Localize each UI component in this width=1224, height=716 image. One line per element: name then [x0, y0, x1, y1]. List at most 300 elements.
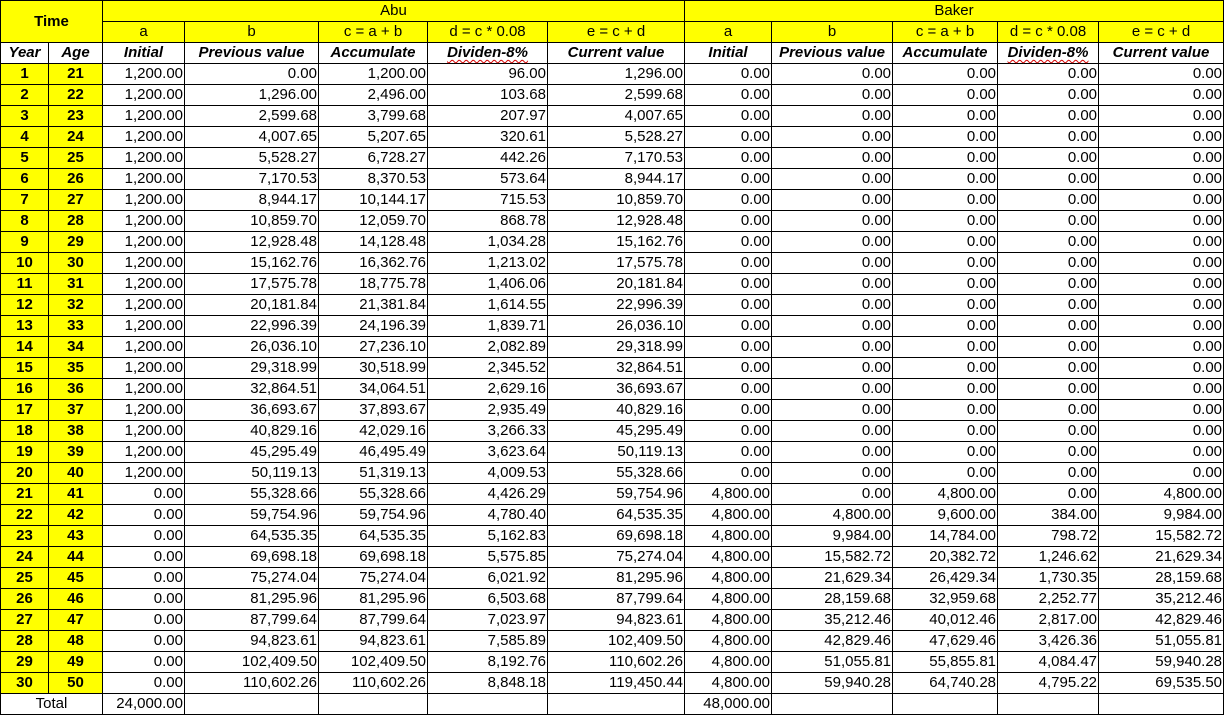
abu-accumulate-cell[interactable]: 81,295.96 — [319, 589, 428, 610]
age-cell[interactable]: 48 — [49, 631, 103, 652]
baker-initial-cell[interactable]: 0.00 — [685, 190, 772, 211]
abu-initial-cell[interactable]: 0.00 — [103, 610, 185, 631]
year-cell[interactable]: 16 — [1, 379, 49, 400]
baker-initial-cell[interactable]: 0.00 — [685, 274, 772, 295]
abu-accumulate-cell[interactable]: 75,274.04 — [319, 568, 428, 589]
baker-current-cell[interactable]: 69,535.50 — [1099, 673, 1224, 694]
abu-accumulate-cell[interactable]: 21,381.84 — [319, 295, 428, 316]
baker-current-cell[interactable]: 0.00 — [1099, 148, 1224, 169]
abu-initial-cell[interactable]: 1,200.00 — [103, 421, 185, 442]
abu-previous-cell[interactable]: 20,181.84 — [185, 295, 319, 316]
baker-current-cell[interactable]: 0.00 — [1099, 337, 1224, 358]
abu-current-cell[interactable]: 29,318.99 — [548, 337, 685, 358]
baker-initial-cell[interactable]: 4,800.00 — [685, 526, 772, 547]
baker-dividen-cell[interactable]: 0.00 — [998, 463, 1099, 484]
abu-accumulate-cell[interactable]: 8,370.53 — [319, 169, 428, 190]
abu-initial-cell[interactable]: 1,200.00 — [103, 379, 185, 400]
abu-accumulate-cell[interactable]: 37,893.67 — [319, 400, 428, 421]
age-cell[interactable]: 47 — [49, 610, 103, 631]
baker-initial-cell[interactable]: 0.00 — [685, 295, 772, 316]
baker-dividen-cell[interactable]: 0.00 — [998, 442, 1099, 463]
baker-initial-cell[interactable]: 0.00 — [685, 421, 772, 442]
year-header[interactable]: Year — [1, 43, 49, 64]
abu-current-cell[interactable]: 45,295.49 — [548, 421, 685, 442]
baker-current-cell[interactable]: 0.00 — [1099, 253, 1224, 274]
abu-dividen-cell[interactable]: 6,021.92 — [428, 568, 548, 589]
baker-accumulate-cell[interactable]: 0.00 — [893, 127, 998, 148]
baker-accumulate-cell[interactable]: 0.00 — [893, 316, 998, 337]
baker-accumulate-cell[interactable]: 0.00 — [893, 463, 998, 484]
abu-accumulate-cell[interactable]: 2,496.00 — [319, 85, 428, 106]
abu-current-cell[interactable]: 81,295.96 — [548, 568, 685, 589]
baker-dividen-cell[interactable]: 1,246.62 — [998, 547, 1099, 568]
baker-accumulate-cell[interactable]: 14,784.00 — [893, 526, 998, 547]
group-header-baker[interactable]: Baker — [685, 1, 1224, 22]
baker-initial-cell[interactable]: 0.00 — [685, 211, 772, 232]
abu-current-cell[interactable]: 5,528.27 — [548, 127, 685, 148]
year-cell[interactable]: 25 — [1, 568, 49, 589]
abu-initial-cell[interactable]: 1,200.00 — [103, 442, 185, 463]
abu-initial-cell[interactable]: 0.00 — [103, 484, 185, 505]
abu-previous-cell[interactable]: 12,928.48 — [185, 232, 319, 253]
abu-accumulate-cell[interactable]: 14,128.48 — [319, 232, 428, 253]
year-cell[interactable]: 28 — [1, 631, 49, 652]
abu-previous-cell[interactable]: 26,036.10 — [185, 337, 319, 358]
empty-cell[interactable] — [1099, 694, 1224, 715]
baker-current-cell[interactable]: 9,984.00 — [1099, 505, 1224, 526]
year-cell[interactable]: 27 — [1, 610, 49, 631]
empty-cell[interactable] — [772, 694, 893, 715]
year-cell[interactable]: 7 — [1, 190, 49, 211]
baker-current-cell[interactable]: 0.00 — [1099, 421, 1224, 442]
baker-initial-cell[interactable]: 0.00 — [685, 442, 772, 463]
baker-dividen-cell[interactable]: 0.00 — [998, 232, 1099, 253]
age-cell[interactable]: 26 — [49, 169, 103, 190]
empty-cell[interactable] — [998, 694, 1099, 715]
abu-formula-b[interactable]: b — [185, 22, 319, 43]
abu-initial-cell[interactable]: 0.00 — [103, 673, 185, 694]
abu-dividen-cell[interactable]: 715.53 — [428, 190, 548, 211]
abu-current-cell[interactable]: 8,944.17 — [548, 169, 685, 190]
baker-initial-cell[interactable]: 4,800.00 — [685, 589, 772, 610]
baker-current-cell[interactable]: 0.00 — [1099, 169, 1224, 190]
baker-current-cell[interactable]: 0.00 — [1099, 358, 1224, 379]
abu-previous-cell[interactable]: 55,328.66 — [185, 484, 319, 505]
baker-previous-cell[interactable]: 0.00 — [772, 127, 893, 148]
age-cell[interactable]: 28 — [49, 211, 103, 232]
abu-dividen-cell[interactable]: 1,213.02 — [428, 253, 548, 274]
abu-dividen-cell[interactable]: 4,009.53 — [428, 463, 548, 484]
baker-formula-c[interactable]: c = a + b — [893, 22, 998, 43]
baker-accumulate-cell[interactable]: 0.00 — [893, 148, 998, 169]
baker-accumulate-cell[interactable]: 0.00 — [893, 442, 998, 463]
abu-initial-cell[interactable]: 1,200.00 — [103, 253, 185, 274]
abu-accumulate-cell[interactable]: 30,518.99 — [319, 358, 428, 379]
time-header-cell[interactable]: Time — [1, 1, 103, 43]
baker-initial-cell[interactable]: 0.00 — [685, 169, 772, 190]
baker-initial-cell[interactable]: 4,800.00 — [685, 652, 772, 673]
age-cell[interactable]: 46 — [49, 589, 103, 610]
abu-accumulate-cell[interactable]: 87,799.64 — [319, 610, 428, 631]
age-cell[interactable]: 38 — [49, 421, 103, 442]
baker-previous-cell[interactable]: 15,582.72 — [772, 547, 893, 568]
abu-initial-cell[interactable]: 0.00 — [103, 589, 185, 610]
baker-current-cell[interactable]: 59,940.28 — [1099, 652, 1224, 673]
baker-accumulate-cell[interactable]: 0.00 — [893, 64, 998, 85]
baker-dividen-cell[interactable]: 0.00 — [998, 169, 1099, 190]
abu-previous-cell[interactable]: 40,829.16 — [185, 421, 319, 442]
baker-col-accumulate[interactable]: Accumulate — [893, 43, 998, 64]
baker-accumulate-cell[interactable]: 0.00 — [893, 274, 998, 295]
empty-cell[interactable] — [428, 694, 548, 715]
abu-previous-cell[interactable]: 102,409.50 — [185, 652, 319, 673]
abu-previous-cell[interactable]: 5,528.27 — [185, 148, 319, 169]
age-cell[interactable]: 39 — [49, 442, 103, 463]
abu-dividen-cell[interactable]: 8,848.18 — [428, 673, 548, 694]
baker-initial-cell[interactable]: 0.00 — [685, 316, 772, 337]
baker-previous-cell[interactable]: 0.00 — [772, 463, 893, 484]
baker-previous-cell[interactable]: 0.00 — [772, 106, 893, 127]
baker-initial-cell[interactable]: 4,800.00 — [685, 610, 772, 631]
abu-previous-cell[interactable]: 45,295.49 — [185, 442, 319, 463]
baker-dividen-cell[interactable]: 4,795.22 — [998, 673, 1099, 694]
abu-col-current[interactable]: Current value — [548, 43, 685, 64]
baker-initial-cell[interactable]: 0.00 — [685, 127, 772, 148]
age-cell[interactable]: 50 — [49, 673, 103, 694]
abu-previous-cell[interactable]: 8,944.17 — [185, 190, 319, 211]
abu-accumulate-cell[interactable]: 1,200.00 — [319, 64, 428, 85]
abu-initial-cell[interactable]: 1,200.00 — [103, 106, 185, 127]
baker-accumulate-cell[interactable]: 4,800.00 — [893, 484, 998, 505]
abu-previous-cell[interactable]: 50,119.13 — [185, 463, 319, 484]
abu-dividen-cell[interactable]: 2,935.49 — [428, 400, 548, 421]
abu-initial-cell[interactable]: 1,200.00 — [103, 148, 185, 169]
abu-initial-cell[interactable]: 1,200.00 — [103, 64, 185, 85]
baker-current-cell[interactable]: 0.00 — [1099, 127, 1224, 148]
abu-accumulate-cell[interactable]: 94,823.61 — [319, 631, 428, 652]
year-cell[interactable]: 6 — [1, 169, 49, 190]
abu-dividen-cell[interactable]: 2,082.89 — [428, 337, 548, 358]
abu-previous-cell[interactable]: 2,599.68 — [185, 106, 319, 127]
baker-current-cell[interactable]: 21,629.34 — [1099, 547, 1224, 568]
baker-dividen-cell[interactable]: 0.00 — [998, 148, 1099, 169]
empty-cell[interactable] — [893, 694, 998, 715]
baker-accumulate-cell[interactable]: 64,740.28 — [893, 673, 998, 694]
abu-initial-cell[interactable]: 1,200.00 — [103, 400, 185, 421]
age-cell[interactable]: 37 — [49, 400, 103, 421]
baker-initial-cell[interactable]: 4,800.00 — [685, 505, 772, 526]
baker-dividen-cell[interactable]: 0.00 — [998, 85, 1099, 106]
year-cell[interactable]: 1 — [1, 64, 49, 85]
baker-previous-cell[interactable]: 0.00 — [772, 274, 893, 295]
age-cell[interactable]: 33 — [49, 316, 103, 337]
baker-accumulate-cell[interactable]: 9,600.00 — [893, 505, 998, 526]
abu-initial-cell[interactable]: 1,200.00 — [103, 232, 185, 253]
abu-accumulate-cell[interactable]: 18,775.78 — [319, 274, 428, 295]
abu-current-cell[interactable]: 55,328.66 — [548, 463, 685, 484]
age-cell[interactable]: 22 — [49, 85, 103, 106]
baker-previous-cell[interactable]: 35,212.46 — [772, 610, 893, 631]
age-cell[interactable]: 25 — [49, 148, 103, 169]
baker-current-cell[interactable]: 51,055.81 — [1099, 631, 1224, 652]
age-cell[interactable]: 36 — [49, 379, 103, 400]
abu-current-cell[interactable]: 20,181.84 — [548, 274, 685, 295]
abu-initial-cell[interactable]: 1,200.00 — [103, 274, 185, 295]
abu-current-cell[interactable]: 26,036.10 — [548, 316, 685, 337]
abu-col-previous[interactable]: Previous value — [185, 43, 319, 64]
baker-accumulate-cell[interactable]: 20,382.72 — [893, 547, 998, 568]
baker-dividen-cell[interactable]: 0.00 — [998, 190, 1099, 211]
baker-previous-cell[interactable]: 42,829.46 — [772, 631, 893, 652]
baker-current-cell[interactable]: 35,212.46 — [1099, 589, 1224, 610]
age-cell[interactable]: 30 — [49, 253, 103, 274]
empty-cell[interactable] — [185, 694, 319, 715]
abu-accumulate-cell[interactable]: 16,362.76 — [319, 253, 428, 274]
baker-dividen-cell[interactable]: 0.00 — [998, 253, 1099, 274]
age-cell[interactable]: 49 — [49, 652, 103, 673]
baker-formula-d[interactable]: d = c * 0.08 — [998, 22, 1099, 43]
baker-formula-a[interactable]: a — [685, 22, 772, 43]
abu-initial-cell[interactable]: 1,200.00 — [103, 169, 185, 190]
baker-accumulate-cell[interactable]: 0.00 — [893, 169, 998, 190]
abu-current-cell[interactable]: 94,823.61 — [548, 610, 685, 631]
abu-previous-cell[interactable]: 0.00 — [185, 64, 319, 85]
abu-col-initial[interactable]: Initial — [103, 43, 185, 64]
baker-initial-cell[interactable]: 0.00 — [685, 232, 772, 253]
year-cell[interactable]: 3 — [1, 106, 49, 127]
age-cell[interactable]: 41 — [49, 484, 103, 505]
abu-initial-cell[interactable]: 1,200.00 — [103, 190, 185, 211]
baker-dividen-cell[interactable]: 4,084.47 — [998, 652, 1099, 673]
abu-total-initial[interactable]: 24,000.00 — [103, 694, 185, 715]
baker-formula-b[interactable]: b — [772, 22, 893, 43]
abu-dividen-cell[interactable]: 868.78 — [428, 211, 548, 232]
abu-accumulate-cell[interactable]: 69,698.18 — [319, 547, 428, 568]
abu-accumulate-cell[interactable]: 27,236.10 — [319, 337, 428, 358]
baker-initial-cell[interactable]: 4,800.00 — [685, 673, 772, 694]
year-cell[interactable]: 5 — [1, 148, 49, 169]
baker-previous-cell[interactable]: 0.00 — [772, 232, 893, 253]
baker-dividen-cell[interactable]: 0.00 — [998, 337, 1099, 358]
year-cell[interactable]: 17 — [1, 400, 49, 421]
abu-accumulate-cell[interactable]: 10,144.17 — [319, 190, 428, 211]
abu-initial-cell[interactable]: 1,200.00 — [103, 295, 185, 316]
abu-previous-cell[interactable]: 59,754.96 — [185, 505, 319, 526]
age-cell[interactable]: 45 — [49, 568, 103, 589]
baker-previous-cell[interactable]: 0.00 — [772, 358, 893, 379]
year-cell[interactable]: 2 — [1, 85, 49, 106]
abu-initial-cell[interactable]: 0.00 — [103, 547, 185, 568]
baker-initial-cell[interactable]: 0.00 — [685, 148, 772, 169]
abu-current-cell[interactable]: 40,829.16 — [548, 400, 685, 421]
baker-previous-cell[interactable]: 0.00 — [772, 379, 893, 400]
abu-current-cell[interactable]: 64,535.35 — [548, 505, 685, 526]
abu-dividen-cell[interactable]: 1,034.28 — [428, 232, 548, 253]
abu-initial-cell[interactable]: 1,200.00 — [103, 211, 185, 232]
abu-formula-a[interactable]: a — [103, 22, 185, 43]
abu-initial-cell[interactable]: 1,200.00 — [103, 85, 185, 106]
baker-dividen-cell[interactable]: 0.00 — [998, 127, 1099, 148]
abu-accumulate-cell[interactable]: 3,799.68 — [319, 106, 428, 127]
year-cell[interactable]: 8 — [1, 211, 49, 232]
abu-dividen-cell[interactable]: 5,162.83 — [428, 526, 548, 547]
baker-initial-cell[interactable]: 0.00 — [685, 379, 772, 400]
baker-current-cell[interactable]: 15,582.72 — [1099, 526, 1224, 547]
baker-current-cell[interactable]: 0.00 — [1099, 463, 1224, 484]
baker-initial-cell[interactable]: 0.00 — [685, 85, 772, 106]
baker-previous-cell[interactable]: 28,159.68 — [772, 589, 893, 610]
baker-initial-cell[interactable]: 0.00 — [685, 337, 772, 358]
abu-initial-cell[interactable]: 0.00 — [103, 526, 185, 547]
age-cell[interactable]: 29 — [49, 232, 103, 253]
abu-dividen-cell[interactable]: 1,614.55 — [428, 295, 548, 316]
abu-col-dividen[interactable] — [428, 43, 548, 64]
baker-dividen-cell[interactable]: 2,252.77 — [998, 589, 1099, 610]
abu-previous-cell[interactable]: 10,859.70 — [185, 211, 319, 232]
baker-previous-cell[interactable]: 0.00 — [772, 211, 893, 232]
year-cell[interactable]: 22 — [1, 505, 49, 526]
abu-accumulate-cell[interactable]: 12,059.70 — [319, 211, 428, 232]
age-cell[interactable]: 21 — [49, 64, 103, 85]
abu-current-cell[interactable]: 22,996.39 — [548, 295, 685, 316]
abu-current-cell[interactable]: 1,296.00 — [548, 64, 685, 85]
baker-dividen-cell[interactable]: 798.72 — [998, 526, 1099, 547]
abu-dividen-cell[interactable]: 4,426.29 — [428, 484, 548, 505]
abu-accumulate-cell[interactable]: 5,207.65 — [319, 127, 428, 148]
baker-accumulate-cell[interactable]: 0.00 — [893, 253, 998, 274]
age-cell[interactable]: 32 — [49, 295, 103, 316]
abu-previous-cell[interactable]: 1,296.00 — [185, 85, 319, 106]
baker-col-current[interactable]: Current value — [1099, 43, 1224, 64]
baker-initial-cell[interactable]: 0.00 — [685, 64, 772, 85]
baker-dividen-cell[interactable]: 1,730.35 — [998, 568, 1099, 589]
baker-dividen-cell[interactable]: 3,426.36 — [998, 631, 1099, 652]
year-cell[interactable]: 4 — [1, 127, 49, 148]
abu-dividen-cell[interactable]: 103.68 — [428, 85, 548, 106]
abu-current-cell[interactable]: 50,119.13 — [548, 442, 685, 463]
baker-accumulate-cell[interactable]: 0.00 — [893, 85, 998, 106]
baker-accumulate-cell[interactable]: 0.00 — [893, 421, 998, 442]
year-cell[interactable]: 24 — [1, 547, 49, 568]
abu-initial-cell[interactable]: 1,200.00 — [103, 463, 185, 484]
baker-accumulate-cell[interactable]: 0.00 — [893, 232, 998, 253]
abu-dividen-cell[interactable]: 4,780.40 — [428, 505, 548, 526]
year-cell[interactable]: 26 — [1, 589, 49, 610]
abu-dividen-cell[interactable]: 1,406.06 — [428, 274, 548, 295]
empty-cell[interactable] — [319, 694, 428, 715]
baker-current-cell[interactable]: 28,159.68 — [1099, 568, 1224, 589]
age-cell[interactable]: 42 — [49, 505, 103, 526]
abu-dividen-cell[interactable]: 5,575.85 — [428, 547, 548, 568]
year-cell[interactable]: 19 — [1, 442, 49, 463]
age-cell[interactable]: 31 — [49, 274, 103, 295]
abu-previous-cell[interactable]: 87,799.64 — [185, 610, 319, 631]
abu-previous-cell[interactable]: 15,162.76 — [185, 253, 319, 274]
year-cell[interactable]: 29 — [1, 652, 49, 673]
year-cell[interactable]: 13 — [1, 316, 49, 337]
baker-dividen-cell[interactable]: 0.00 — [998, 379, 1099, 400]
abu-previous-cell[interactable]: 110,602.26 — [185, 673, 319, 694]
abu-current-cell[interactable]: 59,754.96 — [548, 484, 685, 505]
baker-accumulate-cell[interactable]: 0.00 — [893, 190, 998, 211]
age-cell[interactable]: 35 — [49, 358, 103, 379]
abu-current-cell[interactable]: 119,450.44 — [548, 673, 685, 694]
year-cell[interactable]: 18 — [1, 421, 49, 442]
age-cell[interactable]: 23 — [49, 106, 103, 127]
abu-current-cell[interactable]: 87,799.64 — [548, 589, 685, 610]
baker-current-cell[interactable]: 0.00 — [1099, 211, 1224, 232]
abu-previous-cell[interactable]: 4,007.65 — [185, 127, 319, 148]
baker-previous-cell[interactable]: 0.00 — [772, 316, 893, 337]
baker-dividen-cell[interactable]: 2,817.00 — [998, 610, 1099, 631]
baker-initial-cell[interactable]: 4,800.00 — [685, 547, 772, 568]
abu-dividen-cell[interactable]: 3,623.64 — [428, 442, 548, 463]
baker-current-cell[interactable]: 0.00 — [1099, 295, 1224, 316]
abu-current-cell[interactable]: 15,162.76 — [548, 232, 685, 253]
abu-col-accumulate[interactable]: Accumulate — [319, 43, 428, 64]
abu-accumulate-cell[interactable]: 6,728.27 — [319, 148, 428, 169]
abu-initial-cell[interactable]: 1,200.00 — [103, 337, 185, 358]
abu-dividen-cell[interactable]: 3,266.33 — [428, 421, 548, 442]
abu-dividen-cell[interactable]: 1,839.71 — [428, 316, 548, 337]
abu-accumulate-cell[interactable]: 34,064.51 — [319, 379, 428, 400]
year-cell[interactable]: 9 — [1, 232, 49, 253]
abu-current-cell[interactable]: 110,602.26 — [548, 652, 685, 673]
baker-previous-cell[interactable]: 9,984.00 — [772, 526, 893, 547]
baker-accumulate-cell[interactable]: 40,012.46 — [893, 610, 998, 631]
abu-previous-cell[interactable]: 36,693.67 — [185, 400, 319, 421]
baker-accumulate-cell[interactable]: 32,959.68 — [893, 589, 998, 610]
abu-previous-cell[interactable]: 29,318.99 — [185, 358, 319, 379]
baker-previous-cell[interactable]: 0.00 — [772, 295, 893, 316]
abu-previous-cell[interactable]: 69,698.18 — [185, 547, 319, 568]
baker-current-cell[interactable]: 4,800.00 — [1099, 484, 1224, 505]
baker-previous-cell[interactable]: 0.00 — [772, 442, 893, 463]
abu-previous-cell[interactable]: 75,274.04 — [185, 568, 319, 589]
baker-dividen-cell[interactable]: 0.00 — [998, 211, 1099, 232]
baker-previous-cell[interactable]: 21,629.34 — [772, 568, 893, 589]
abu-accumulate-cell[interactable]: 55,328.66 — [319, 484, 428, 505]
abu-initial-cell[interactable]: 1,200.00 — [103, 316, 185, 337]
abu-dividen-cell[interactable]: 320.61 — [428, 127, 548, 148]
baker-dividen-cell[interactable]: 0.00 — [998, 64, 1099, 85]
abu-dividen-cell[interactable]: 7,585.89 — [428, 631, 548, 652]
age-cell[interactable]: 44 — [49, 547, 103, 568]
baker-current-cell[interactable]: 0.00 — [1099, 274, 1224, 295]
baker-current-cell[interactable]: 0.00 — [1099, 64, 1224, 85]
baker-initial-cell[interactable]: 0.00 — [685, 358, 772, 379]
abu-current-cell[interactable]: 102,409.50 — [548, 631, 685, 652]
age-cell[interactable]: 40 — [49, 463, 103, 484]
baker-initial-cell[interactable]: 0.00 — [685, 400, 772, 421]
abu-previous-cell[interactable]: 81,295.96 — [185, 589, 319, 610]
year-cell[interactable]: 10 — [1, 253, 49, 274]
abu-accumulate-cell[interactable]: 51,319.13 — [319, 463, 428, 484]
year-cell[interactable]: 11 — [1, 274, 49, 295]
age-cell[interactable]: 34 — [49, 337, 103, 358]
abu-initial-cell[interactable]: 0.00 — [103, 568, 185, 589]
baker-initial-cell[interactable]: 0.00 — [685, 463, 772, 484]
abu-accumulate-cell[interactable]: 46,495.49 — [319, 442, 428, 463]
baker-accumulate-cell[interactable]: 0.00 — [893, 379, 998, 400]
year-cell[interactable]: 23 — [1, 526, 49, 547]
baker-accumulate-cell[interactable]: 0.00 — [893, 337, 998, 358]
abu-current-cell[interactable]: 4,007.65 — [548, 106, 685, 127]
abu-initial-cell[interactable]: 1,200.00 — [103, 358, 185, 379]
abu-previous-cell[interactable]: 32,864.51 — [185, 379, 319, 400]
baker-initial-cell[interactable]: 0.00 — [685, 106, 772, 127]
abu-current-cell[interactable]: 17,575.78 — [548, 253, 685, 274]
